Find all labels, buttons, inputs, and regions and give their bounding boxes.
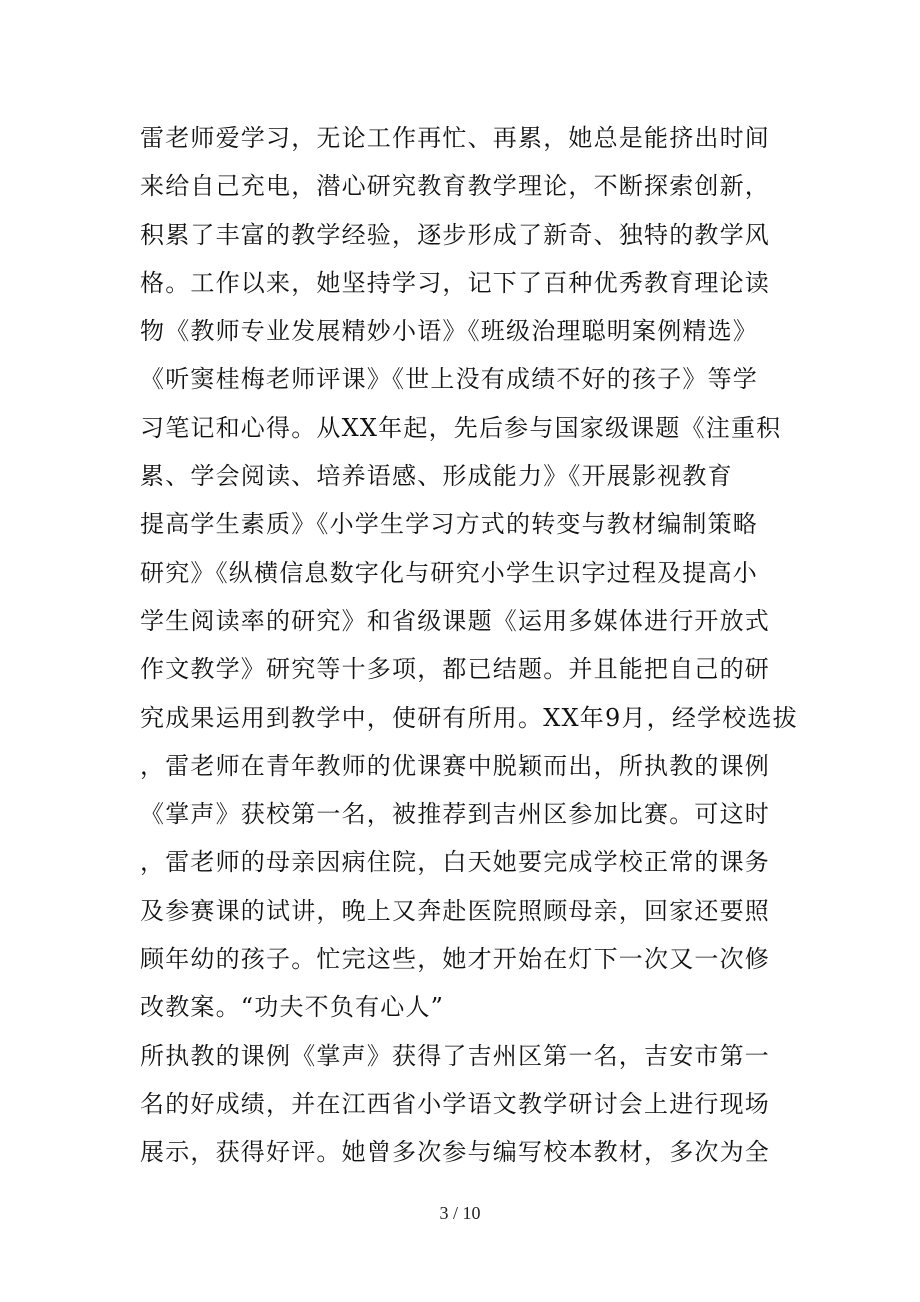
body-text bbox=[140, 114, 800, 1177]
text-line-17: 及参赛课的试讲，晚上又奔赴医院照顾母亲，回家还要照 bbox=[140, 896, 770, 925]
text-line-14: ，雷老师在青年教师的优课赛中脱颖而出，所执教的课例 bbox=[140, 751, 770, 780]
text-line-16: ，雷老师的母亲因病住院，白天她要完成学校正常的课务 bbox=[140, 848, 770, 877]
text-line-22: 展示，获得好评。她曾多次参与编写校本教材，多次为全 bbox=[140, 1138, 770, 1167]
text-line-15: 《掌声》获校第一名，被推荐到吉州区参加比赛。可这时 bbox=[140, 800, 770, 829]
text-line-3: 积累了丰富的教学经验，逐步形成了新奇、独特的教学风 bbox=[140, 220, 770, 249]
text-line-1: 雷老师爱学习，无论工作再忙、再累，她总是能挤出时间 bbox=[140, 124, 770, 152]
text-line-13: 究成果运用到教学中，使研有所用。XX年9月，经学校选拔 bbox=[140, 703, 798, 732]
text-line-11: 学生阅读率的研究》和省级课题《运用多媒体进行开放式 bbox=[140, 606, 770, 635]
text-line-10: 研究》《纵横信息数字化与研究小学生识字过程及提高小 bbox=[140, 558, 758, 587]
text-line-19: 改教案。“功夫不负有心人” bbox=[140, 993, 445, 1022]
text-line-20: 所执教的课例《掌声》获得了吉州区第一名，吉安市第一 bbox=[140, 1041, 770, 1070]
text-line-12: 作文教学》研究等十多项，都已结题。并且能把自己的研 bbox=[140, 655, 770, 684]
text-line-9: 提高学生素质》《小学生学习方式的转变与教材编制策略 bbox=[140, 510, 758, 539]
text-line-8: 累、学会阅读、培养语感、形成能力》《开展影视教育 bbox=[140, 462, 733, 491]
text-line-6: 《听窦桂梅老师评课》《世上没有成绩不好的孩子》等学 bbox=[140, 365, 758, 394]
text-line-2: 来给自己充电，潜心研究教育教学理论，不断探索创新， bbox=[140, 172, 770, 201]
page-number: 3 / 10 bbox=[439, 1203, 481, 1223]
text-line-7: 习笔记和心得。从XX年起，先后参与国家级课题《注重积 bbox=[140, 413, 782, 442]
text-line-18: 顾年幼的孩子。忙完这些，她才开始在灯下一次又一次修 bbox=[140, 945, 770, 974]
text-line-4: 格。工作以来，她坚持学习，记下了百种优秀教育理论读 bbox=[140, 268, 770, 297]
text-line-5: 物《教师专业发展精妙小语》《班级治理聪明案例精选》 bbox=[140, 317, 758, 346]
text-line-21: 名的好成绩，并在江西省小学语文教学研讨会上进行现场 bbox=[140, 1089, 770, 1118]
